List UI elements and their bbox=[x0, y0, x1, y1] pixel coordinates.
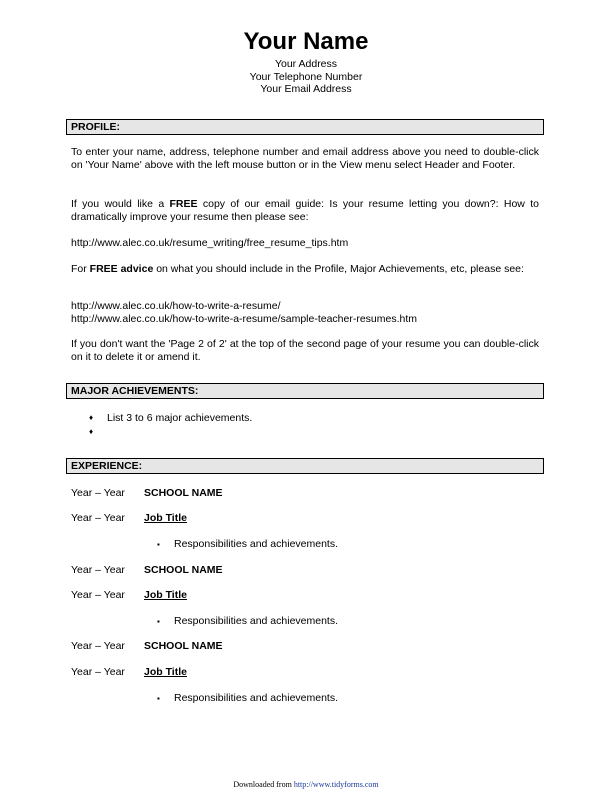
experience-school-row bbox=[71, 640, 223, 653]
square-bullet-icon: ▪ bbox=[157, 540, 160, 549]
experience-title-row bbox=[71, 512, 187, 525]
resume-header bbox=[0, 28, 612, 96]
download-footer bbox=[0, 780, 612, 789]
how-to-write-resume-link[interactable]: http://www.alec.co.uk/how-to-write-a-resume/ bbox=[71, 300, 281, 312]
responsibilities-item: Responsibilities and achievements. bbox=[174, 692, 339, 704]
free-advice-emphasis: FREE advice bbox=[89, 263, 154, 275]
footer-prefix: Downloaded from bbox=[233, 780, 292, 789]
diamond-bullet-icon: ♦ bbox=[89, 413, 94, 422]
phone-line: Your Telephone Number bbox=[249, 70, 363, 83]
free-emphasis: FREE bbox=[169, 198, 198, 210]
experience-title-row bbox=[71, 589, 187, 602]
school-years: Year – Year bbox=[71, 564, 125, 576]
title-years: Year – Year bbox=[71, 512, 125, 524]
email-line: Your Email Address bbox=[260, 83, 352, 95]
responsibilities-item: Responsibilities and achievements. bbox=[174, 615, 339, 627]
experience-school-row bbox=[71, 564, 223, 577]
sample-teacher-resumes-link[interactable]: http://www.alec.co.uk/how-to-write-a-resume/sample-teacher-resumes.htm bbox=[71, 313, 418, 325]
job-title: Job Title bbox=[144, 666, 187, 678]
responsibilities-item: Responsibilities and achievements. bbox=[174, 538, 339, 550]
experience-title-row bbox=[71, 666, 187, 679]
experience-school-row bbox=[71, 487, 223, 500]
profile-paragraph-1: To enter your name, address, telephone number and email address above you need to double-click on 'Your Name' above with the left mouse button or in the View menu select Header and Footer. bbox=[71, 146, 539, 171]
profile-paragraph-3: For FREE advice on what you should include in the Profile, Major Achievements, etc, please see: bbox=[71, 263, 524, 275]
job-title: Job Title bbox=[144, 512, 187, 524]
school-name: SCHOOL NAME bbox=[144, 564, 223, 576]
school-years: Year – Year bbox=[71, 487, 125, 499]
profile-paragraph-4: If you don't want the 'Page 2 of 2' at the top of the second page of your resume you can double-click on it to delete it or amend it. bbox=[71, 338, 539, 363]
diamond-bullet-icon: ♦ bbox=[89, 427, 94, 436]
school-name: SCHOOL NAME bbox=[144, 640, 223, 652]
profile-paragraph-2: If you would like a FREE copy of our email guide: Is your resume letting you down?: How to dramatically improve your resume then please see: bbox=[71, 198, 539, 223]
square-bullet-icon: ▪ bbox=[157, 617, 160, 626]
school-years: Year – Year bbox=[71, 640, 125, 652]
title-years: Year – Year bbox=[71, 589, 125, 601]
title-years: Year – Year bbox=[71, 666, 125, 678]
school-name: SCHOOL NAME bbox=[144, 487, 223, 499]
achievements-heading: MAJOR ACHIEVEMENTS: bbox=[66, 383, 544, 399]
resume-name[interactable]: Your Name bbox=[243, 28, 369, 55]
profile-heading: PROFILE: bbox=[66, 119, 544, 135]
address-line: Your Address bbox=[274, 58, 338, 70]
job-title: Job Title bbox=[144, 589, 187, 601]
achievement-item: List 3 to 6 major achievements. bbox=[107, 412, 253, 424]
experience-heading: EXPERIENCE: bbox=[66, 458, 544, 474]
square-bullet-icon: ▪ bbox=[157, 694, 160, 703]
free-resume-tips-link[interactable]: http://www.alec.co.uk/resume_writing/free_resume_tips.htm bbox=[71, 237, 349, 249]
footer-url-link[interactable]: http://www.tidyforms.com bbox=[293, 780, 379, 789]
